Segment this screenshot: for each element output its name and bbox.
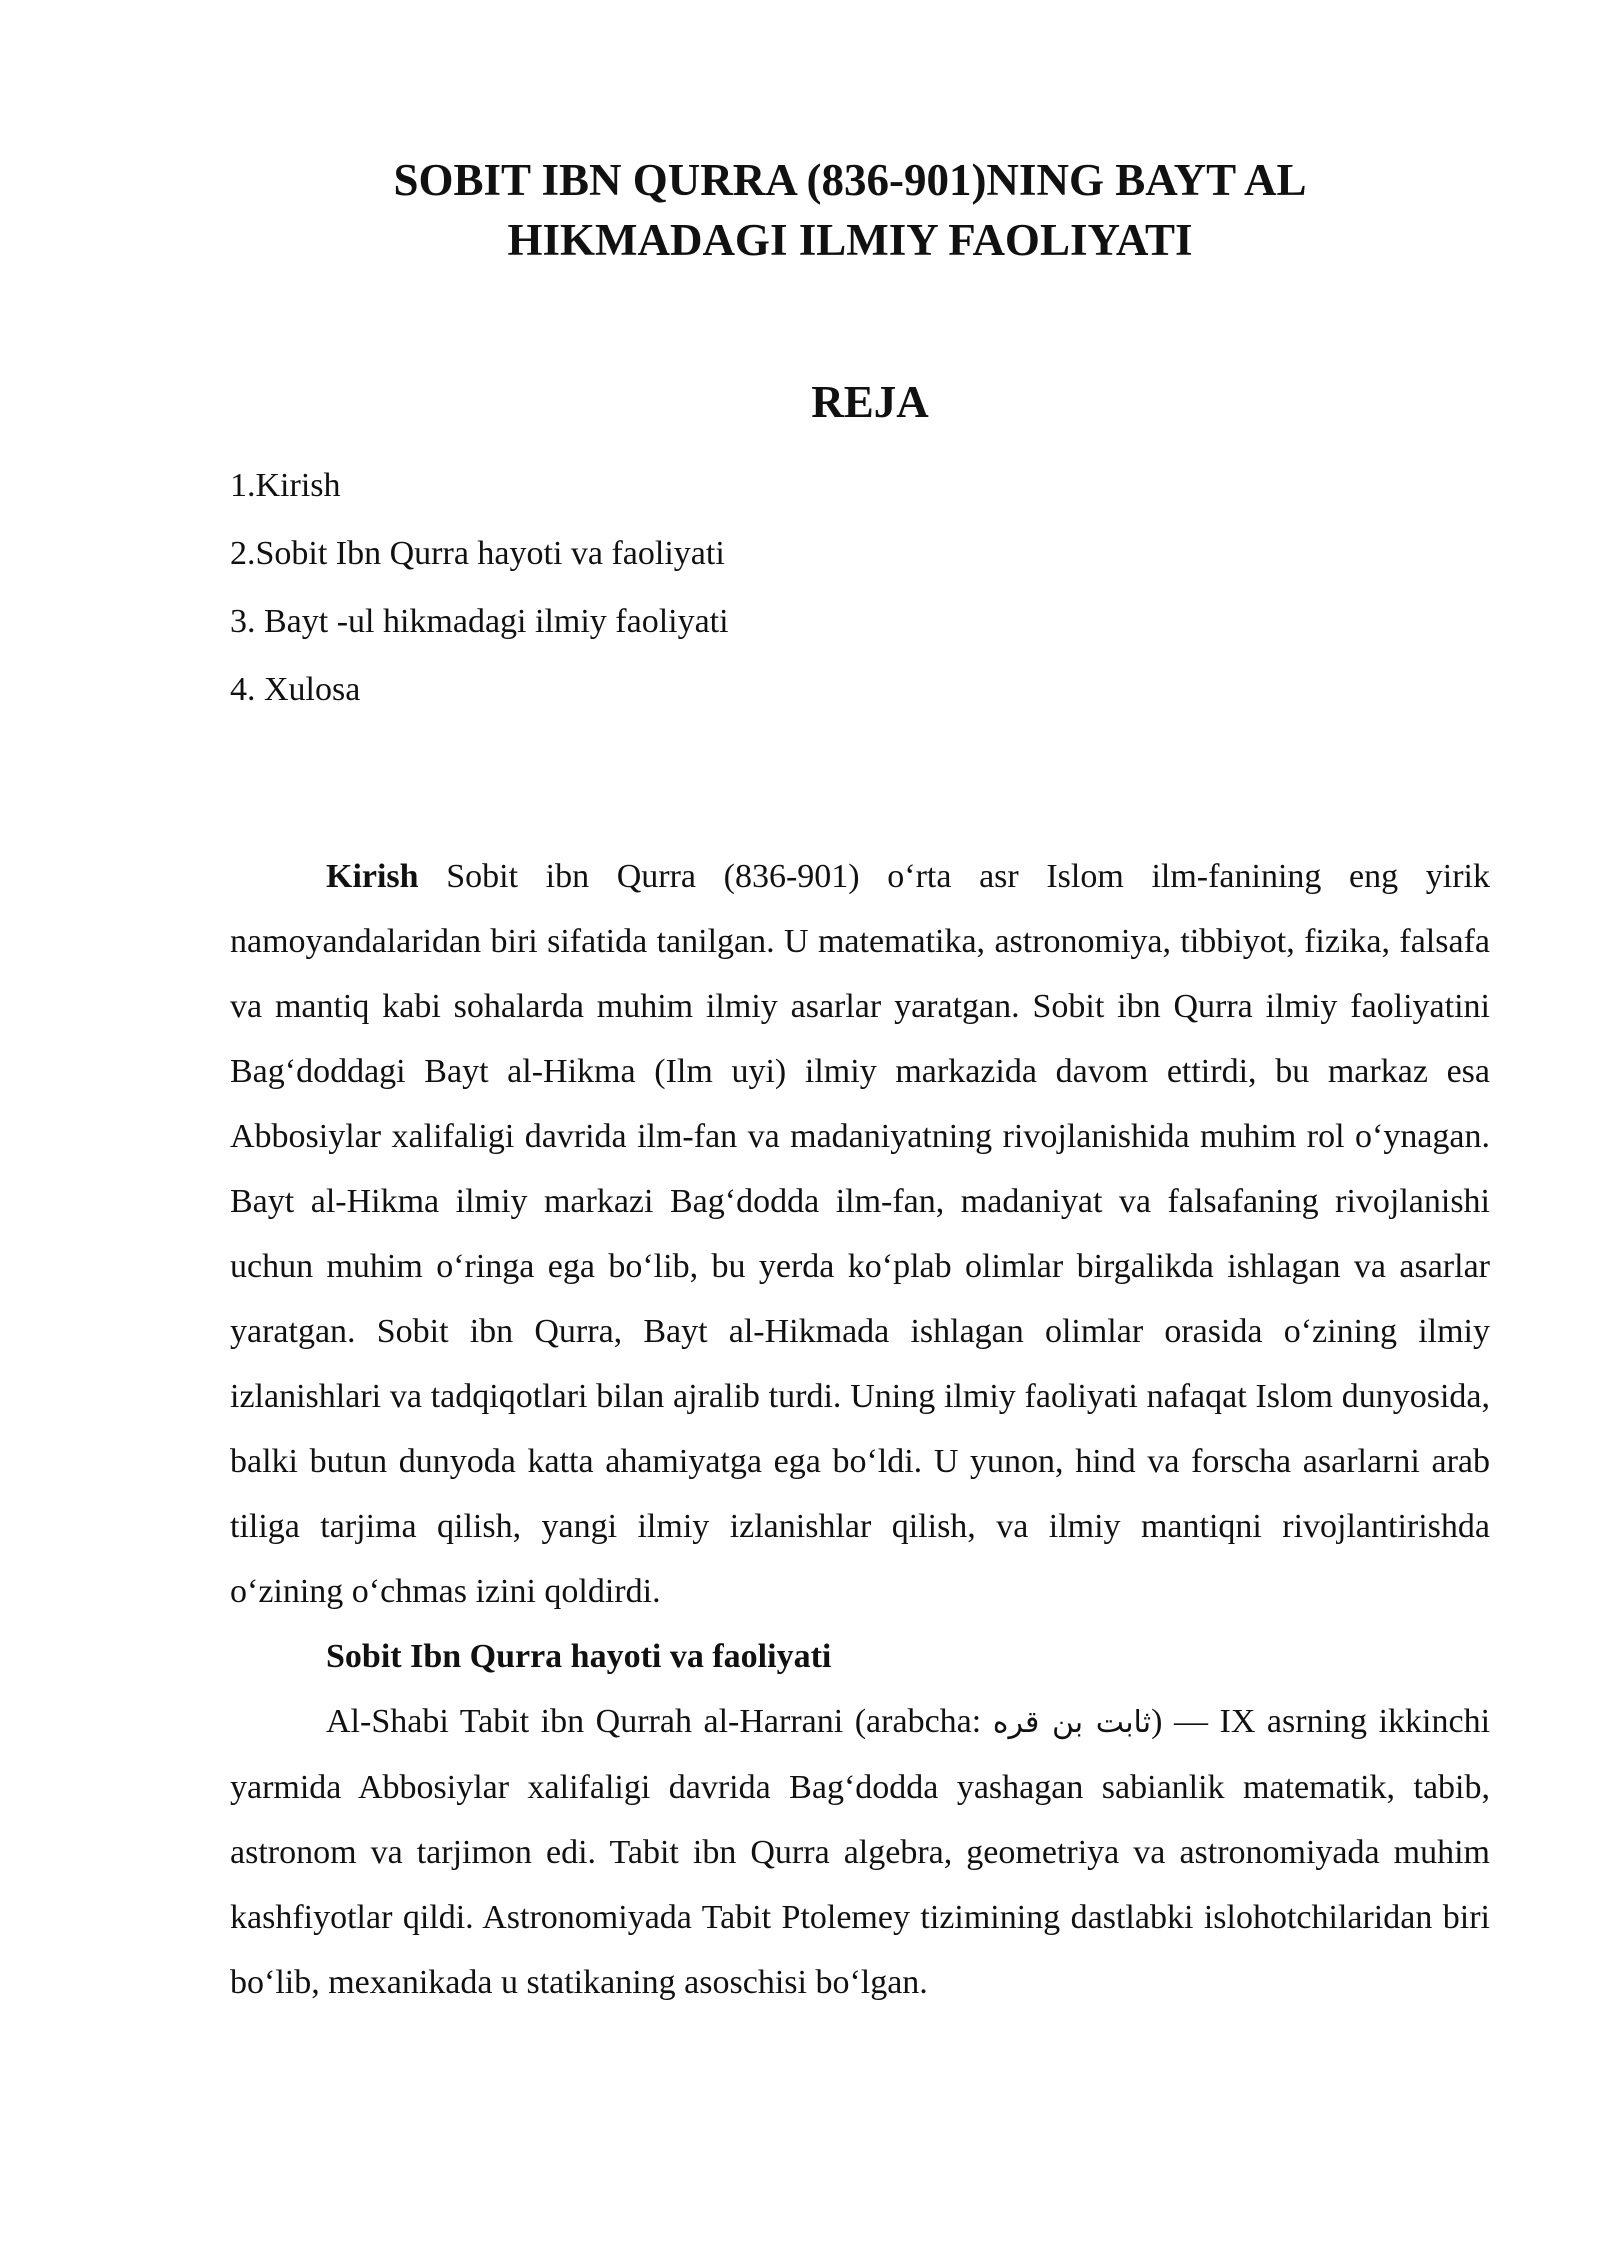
title-line-2: HIKMADAGI ILMIY FAOLIYATI: [507, 215, 1193, 265]
intro-text: Sobit ibn Qurra (836-901) o‘rta asr Islom ilm-fanining eng yirik namoyandalaridan biri sifatida tanilgan. U matematika, astronomiya, tibbiyot, fizika, falsafa va mantiq kabi sohalarda muhim ilmiy asarlar yaratgan. Sobit ibn Qurra ilmiy faoliyatini Bag‘doddagi Bayt al-Hikma (Ilm uyi) ilmiy markazida davom ettirdi, bu markaz esa Abbosiylar xalifaligi davrida ilm-fan va madaniyatning rivojlanishida muhim rol o‘ynagan. Bayt al-Hikma ilmiy markazi Bag‘dodda ilm-fan, madaniyat va falsafaning rivojlanishi uchun muhim o‘ringa ega bo‘lib, bu yerda ko‘plab olimlar birgalikda ishlagan va asarlar yaratgan. Sobit ibn Qurra, Bayt al-Hikmada ishlagan olimlar orasida o‘zining ilmiy izlanishlari va tadqiqotlari bilan ajralib turdi. Uning ilmiy faoliyati nafaqat Islom dunyosida, balki butun dunyoda katta ahamiyatga ega bo‘ldi. U yunon, hind va forscha asarlarni arab tiliga tarjima qilish, yangi ilmiy izlanishlar qilish, va ilmiy mantiqni rivojlantirishda o‘zining o‘chmas izini qoldirdi.: [230, 858, 1490, 1610]
intro-paragraph: [230, 844, 1490, 1624]
section-text-end: ) — IX asrning ikkinchi yarmida Abbosiylar xalifaligi davrida Bag‘dodda yashagan sabianlik matematik, tabib, astronom va tarjimon edi. Tabit ibn Qurra algebra, geometriya va astronomiyada muhim kashfiyotlar qildi. Astronomiyada Tabit Ptolemey tizimining dastlabki islohotchilaridan biri bo‘lib, mexanikada u statikaning asoschisi bo‘lgan.: [230, 1703, 1491, 2001]
arabic-name: ثابت بن قره: [992, 1705, 1152, 1740]
intro-lead: Kirish: [326, 858, 419, 895]
title-line-1: SOBIT IBN QURRA (836-901)NING BAYT AL: [393, 155, 1307, 205]
document-title: [300, 150, 1400, 270]
document-body: [230, 844, 1490, 2015]
section-text-start: Al-Shabi Tabit ibn Qurrah al-Harrani (arabcha:: [326, 1703, 993, 1740]
plan-item: 1.Kirish: [230, 467, 341, 504]
plan-item: 4. Xulosa: [230, 671, 361, 708]
plan-list: [230, 452, 1130, 724]
section-heading: Sobit Ibn Qurra hayoti va faoliyati: [326, 1638, 832, 1675]
plan-item: 3. Bayt -ul hikmadagi ilmiy faoliyati: [230, 603, 729, 640]
plan-heading: REJA: [811, 377, 929, 427]
section-paragraph: [230, 1689, 1490, 2015]
plan-item: 2.Sobit Ibn Qurra hayoti va faoliyati: [230, 535, 725, 572]
